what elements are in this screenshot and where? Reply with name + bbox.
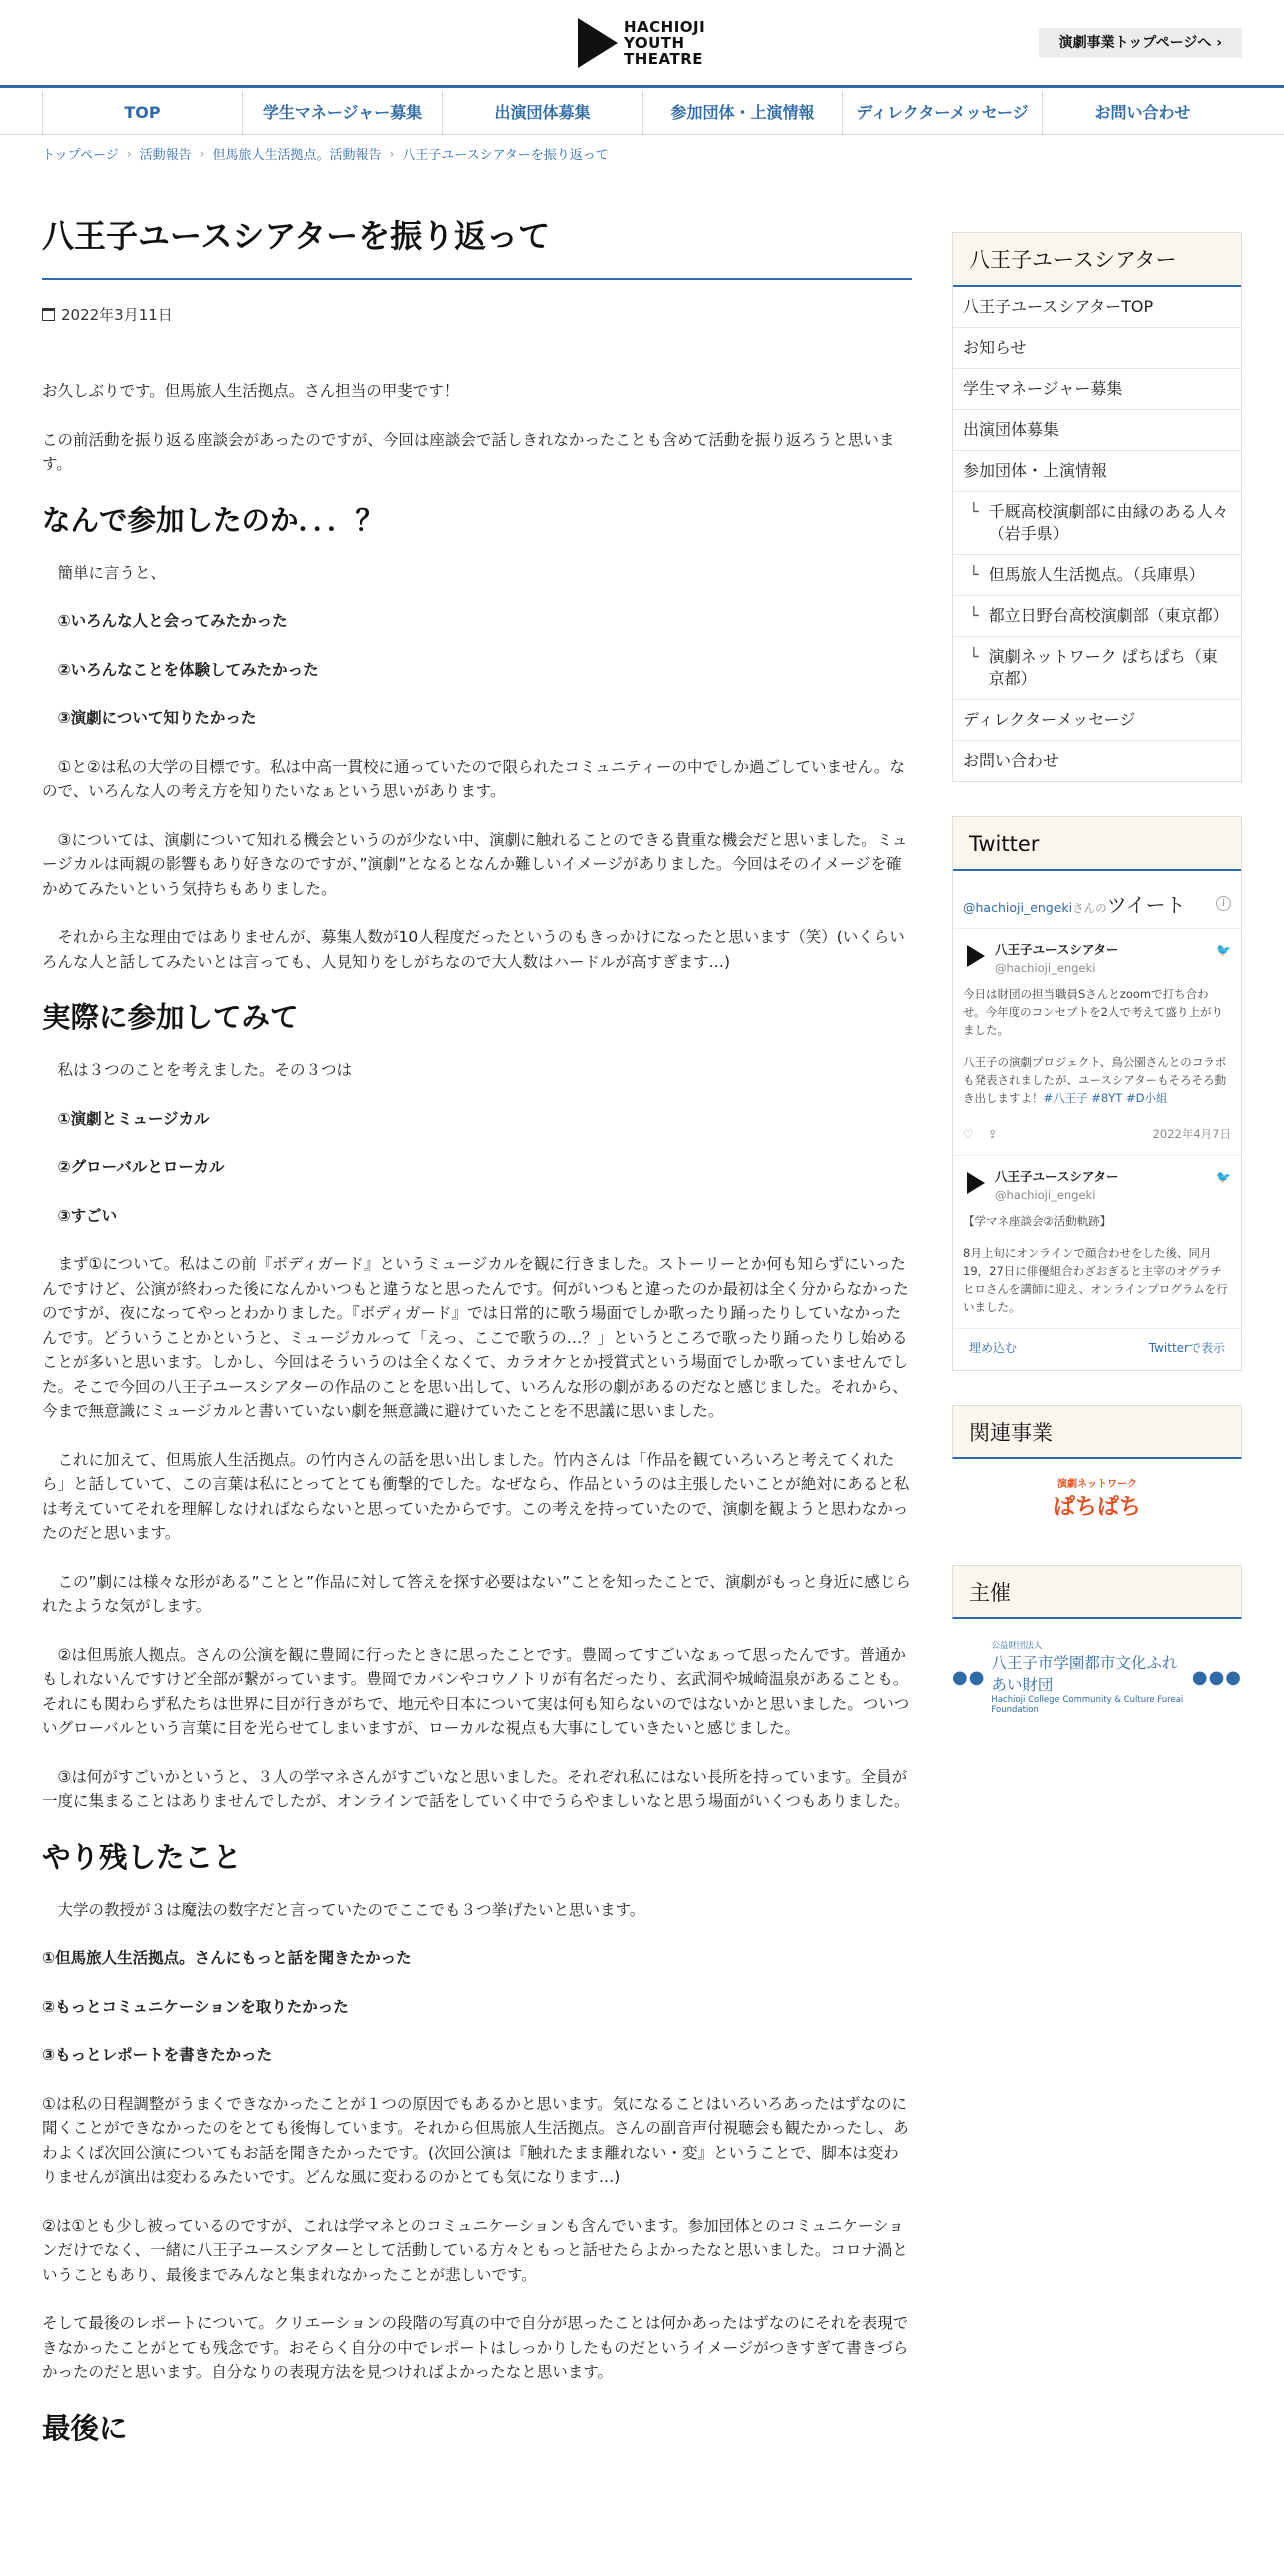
nav-top[interactable]: TOP xyxy=(42,91,243,134)
related-heading: 関連事業 xyxy=(952,1405,1242,1459)
heart-icon[interactable]: ♡ xyxy=(963,1127,974,1141)
sidebar-item-label: 但馬旅人生活拠点。（兵庫県） xyxy=(988,565,1205,584)
global-nav xyxy=(0,91,1284,135)
paragraph: ①は私の日程調整がうまくできなかったことが１つの原因でもあるかと思います。気になることはいろいろあったはずなのに聞くことができなかったのをとても後悔しています。それから但馬旅人生活拠点。さんの副音声付視聴会も観たかったし、あわよくば次回公演についてもお話を聞きたかったです。(次回公演は『触れたまま離れない・変』ということで、脚本は変わりませんが演出は変わるみたいです。どんな風に変わるのかとても気になります…) xyxy=(42,2094,909,2186)
sidebar-subitem[interactable] xyxy=(953,596,1241,637)
foundation-logo[interactable] xyxy=(952,1619,1242,1735)
tweet[interactable] xyxy=(953,1155,1241,1328)
dots-icon: ●●● xyxy=(1191,1666,1242,1688)
breadcrumb-group-reports[interactable]: 但馬旅人生活拠点。活動報告 xyxy=(212,148,382,163)
bold-point: ②いろんなことを体験してみたかった xyxy=(42,660,319,679)
bold-point: ①但馬旅人生活拠点。さんにもっと話を聞きたかった xyxy=(42,1949,412,1967)
bold-point: ③すごい xyxy=(42,1206,118,1225)
paragraph: 大学の教授が３は魔法の数字だと言っていたのでここでも３つ挙げたいと思います。 xyxy=(42,1900,646,1919)
tweet-author-name: 八王子ユースシアター xyxy=(995,942,1119,957)
play-triangle-icon xyxy=(578,18,618,68)
post-date-text: 2022年3月11日 xyxy=(61,306,173,324)
twitter-bird-icon: 🐦 xyxy=(1216,943,1231,957)
sidebar xyxy=(952,232,1242,1735)
breadcrumb-home[interactable]: トップページ xyxy=(42,148,119,163)
paragraph: この”劇には様々な形がある”ことと”作品に対して答えを探す必要はない”ことを知ったことで、演劇がもっと身近に感じられたような気がします。 xyxy=(42,1572,911,1615)
tweet-author xyxy=(963,1168,1231,1204)
tweet-author-handle: @hachioji_engeki xyxy=(995,1188,1096,1202)
sidebar-item-label: 出演団体募集 xyxy=(963,420,1060,439)
theatre-menu-list xyxy=(953,287,1241,781)
logo-line: HACHIOJI xyxy=(624,18,706,36)
sidebar-item[interactable] xyxy=(953,410,1241,451)
paragraph: この前活動を振り返る座談会があったのですが、今回は座談会で話しきれなかったことも含めて活動を振り返ろうと思います。 xyxy=(42,430,895,473)
tweets-label: ツイート xyxy=(1106,893,1186,917)
sidebar-item-label: ディレクターメッセージ xyxy=(963,710,1136,729)
paragraph: 簡単に言うと、 xyxy=(42,563,167,582)
theatre-menu-heading: 八王子ユースシアター xyxy=(953,233,1241,287)
sidebar-subitem[interactable] xyxy=(953,555,1241,596)
pachipachi-banner[interactable] xyxy=(952,1459,1242,1531)
site-logo[interactable] xyxy=(578,18,705,68)
twitter-bird-icon: 🐦 xyxy=(1216,1170,1231,1184)
tweet-text: 【学マネ座談会②活動軌跡】 xyxy=(963,1214,1112,1228)
section-heading: 実際に参加してみて xyxy=(42,1001,299,1034)
paragraph: これに加えて、但馬旅人生活拠点。の竹内さんの話を思い出しました。竹内さんは「作品を観ていろいろと考えてくれたら」と話していて、この言葉は私にとってとても衝撃的でした。なぜなら、作品というのは主張したいことが絶対にあると私は考えていてそれを理解しなければならないと思っていたからです。この考えを持っていたので、演劇を観ようと思わなかったのだと思います。 xyxy=(42,1450,910,1542)
twitter-title xyxy=(963,889,1186,918)
sidebar-subitem[interactable] xyxy=(953,637,1241,700)
post-date xyxy=(42,304,912,325)
sidebar-item[interactable] xyxy=(953,741,1241,781)
tweet[interactable] xyxy=(953,928,1241,1155)
paragraph: 私は３つのことを考えました。その３つは xyxy=(42,1061,353,1079)
twitter-widget-header xyxy=(953,871,1241,928)
sidebar-item-label: 参加団体・上演情報 xyxy=(963,461,1108,480)
nav-director-message[interactable]: ディレクターメッセージ xyxy=(843,91,1043,134)
tree-branch-icon: └ xyxy=(969,565,979,584)
paragraph: ③は何がすごいかというと、３人の学マネさんがすごいなと思いました。それぞれ私にはない長所を持っています。全員が一度に集まることはありませんでしたが、オンラインで話をしていく中でうらやましいなと思う場面がいくつもありました。 xyxy=(42,1767,910,1810)
bold-point: ②もっとコミュニケーションを取りたかった xyxy=(42,1997,349,2016)
tweet-text-2: 8月上旬にオンラインで顔合わせをした後、同月19，27日に俳優組合わざおぎると主宰のオグラチヒロさんを講師に迎え、オンラインプログラムを行いました。 xyxy=(963,1246,1228,1314)
calendar-icon xyxy=(42,308,55,321)
tree-branch-icon: └ xyxy=(969,502,979,521)
bold-point: ③もっとレポートを書きたかった xyxy=(42,2046,273,2064)
sidebar-item[interactable] xyxy=(953,700,1241,741)
sidebar-item-label: 八王子ユースシアターTOP xyxy=(963,297,1154,316)
tweet-author-handle: @hachioji_engeki xyxy=(995,961,1096,975)
paragraph: ②は但馬旅人拠点。さんの公演を観に豊岡に行ったときに思ったことです。豊岡ってすごいなぁって思ったんです。普通かもしれないんですけど全部が繋がっています。豊岡でカバンやコウノトリが有名だったり、玄武洞や城崎温泉があることも。それにも関わらず私たちは世界に目が行きがちで、地元や日本について実は何も知らないのではないかと思いました。ついついグローバルという言葉に目を光らせてしまいますが、ローカルな視点も大事にしていきたいと感じました。 xyxy=(42,1645,910,1737)
bold-point: ②グローバルとローカル xyxy=(42,1158,225,1176)
paragraph: まず①について。私はこの前『ボディガード』というミュージカルを観に行きました。ストーリーとか何も知らずにいったんですけど、公演が終わった後になんかいつもと違うなと思ったんです。何がいつもと違ったのか最初は全く分からなかったのですが、夜になってやっとわかりました。『ボディガード』では日常的に歌う場面でしか歌ったり踊ったりしていなかったんです。どういうことかというと、ミュージカルって「えっ、ここで歌うの…？」というところで歌ったり踊ったりし始めることが多いと思います。しかし、今回はそういうのは全くなくて、カラオケとか授賞式という場面でしか歌っていませんでした。そこで今回の八王子ユースシアターの作品のことを思い出して、いろんな形の劇があるのだなと感じました。それから、今まで無意識にミュージカルと書いていない劇を無意識に避けていたことを不思議に思いました。 xyxy=(42,1255,909,1420)
sidebar-item[interactable] xyxy=(953,328,1241,369)
section-heading: なんで参加したのか．．．？ xyxy=(42,503,385,537)
dots-icon: ●● xyxy=(952,1666,986,1688)
nav-student-manager[interactable]: 学生マネージャー募集 xyxy=(243,91,443,134)
nav-participants[interactable]: 参加団体・上演情報 xyxy=(643,91,843,134)
banner-top-text: 演劇ネットワーク xyxy=(1056,1479,1137,1490)
breadcrumb xyxy=(42,144,609,163)
nav-contact[interactable]: お問い合わせ xyxy=(1094,103,1191,122)
chevron-right-icon: › xyxy=(389,146,395,161)
twitter-handle-suffix: さんの xyxy=(1072,901,1107,915)
tweet-author-name: 八王子ユースシアター xyxy=(995,1169,1119,1184)
paragraph: お久しぶりです。但馬旅人生活拠点。さん担当の甲斐です！ xyxy=(42,382,460,400)
sidebar-item-label: 学生マネージャー募集 xyxy=(963,379,1123,398)
share-icon[interactable]: ⇪ xyxy=(987,1127,998,1141)
twitter-widget xyxy=(952,816,1242,1371)
paragraph: それから主な理由ではありませんが、募集人数が10人程度だったというのもきっかけになったと思います（笑）(いくらいろんな人と話してみたいとは言っても、人見知りをしがちなので大人数はハードルが高すぎます…) xyxy=(42,928,905,971)
section-heading: 最後に xyxy=(42,2411,128,2445)
nav-performer-recruit[interactable]: 出演団体募集 xyxy=(443,91,643,134)
sidebar-item[interactable] xyxy=(953,451,1241,492)
org-type: 公益財団法人 xyxy=(991,1641,1043,1651)
avatar xyxy=(967,1172,985,1194)
breadcrumb-current: 八王子ユースシアターを振り返って xyxy=(402,148,609,163)
org-english-name: Hachioji College Community & Culture Fureai Foundation xyxy=(991,1695,1184,1715)
paragraph: ①と②は私の大学の目標です。私は中高一貫校に通っていたので限られたコミュニティーの中でしか過ごしていません。なので、いろんな人の考え方を知りたいなぁという思いがあります。 xyxy=(42,757,905,800)
sidebar-item-label: 千厩高校演劇部に由縁のある人々（岩手県） xyxy=(988,502,1229,543)
tweet-hashtags[interactable]: #八王子 #8YT #D小組 xyxy=(1043,1091,1168,1105)
tree-branch-icon: └ xyxy=(969,647,979,666)
article xyxy=(42,214,912,2469)
paragraph: ②は①とも少し被っているのですが、これは学マネとのコミュニケーションも含んでいます。参加団体とのコミュニケーションだけでなく、一緒に八王子ユースシアターとして活動している方々ともっと話せたらよかったなと思いました。コロナ渦ということもあり、最後までみんなと集まれなかったことが悲しいです。 xyxy=(42,2216,908,2284)
tree-branch-icon: └ xyxy=(969,606,979,625)
logo-text xyxy=(624,19,705,67)
theatre-menu xyxy=(952,232,1242,782)
bold-point: ③演劇について知りたかった xyxy=(42,709,257,727)
embed-link[interactable]: 埋め込む xyxy=(969,1341,1018,1355)
twitter-footer xyxy=(953,1328,1241,1370)
section-heading: やり残したこと xyxy=(42,1840,242,1874)
site-header xyxy=(0,0,1284,88)
sidebar-item[interactable] xyxy=(953,369,1241,410)
tweet-date[interactable]: 2022年4月7日 xyxy=(1152,1127,1231,1141)
host-heading: 主催 xyxy=(952,1565,1242,1619)
paragraph: ③については、演劇について知れる機会というのが少ない中、演劇に触れることのできる貴重な機会だと思いました。ミュージカルは両親の影響もあり好きなのですが、”演劇”となるとなんか難しいイメージがありました。今回はそのイメージを確かめてみたいという気持ちもありました。 xyxy=(42,830,908,898)
tweet-icon-group xyxy=(963,1125,998,1143)
twitter-heading: Twitter xyxy=(953,817,1241,871)
paragraph: そして最後のレポートについて。クリエーションの段階の写真の中で自分が思ったことは何かあったはずなのにそれを表現できなかったことがとても残念です。おそらく自分の中でレポートはしっかりしたものだというイメージがつきすぎて書きづらかったのだと思います。自分なりの表現方法を見つければよかったなと思います。 xyxy=(42,2314,909,2381)
tweet-text-2: 八王子の演劇プロジェクト、鳥公園さんとのコラボも発表されましたが、ユースシアターもそろそろ動き出しますよ！ xyxy=(963,1055,1227,1105)
breadcrumb-reports[interactable]: 活動報告 xyxy=(139,148,192,163)
sidebar-item-label: 演劇ネットワーク ぱちぱち（東京都） xyxy=(988,647,1218,688)
logo-line: THEATRE xyxy=(624,50,704,68)
twitter-handle[interactable]: @hachioji_engeki xyxy=(963,900,1073,915)
org-name: 八王子市学園都市文化ふれあい財団 xyxy=(991,1654,1178,1694)
view-on-twitter-link[interactable]: Twitterで表示 xyxy=(1148,1341,1225,1355)
logo-line: YOUTH xyxy=(624,34,685,52)
sidebar-item[interactable] xyxy=(953,287,1241,328)
avatar xyxy=(967,945,985,967)
theatre-top-link[interactable]: 演劇事業トップページへ › xyxy=(1039,28,1242,58)
article-body xyxy=(42,379,912,2449)
sidebar-item-label: お知らせ xyxy=(963,338,1027,357)
tweet-text xyxy=(963,1053,1231,1107)
sidebar-item-label: お問い合わせ xyxy=(963,751,1060,770)
sidebar-subitem[interactable] xyxy=(953,492,1241,555)
info-icon[interactable]: i xyxy=(1216,896,1231,911)
host-section xyxy=(952,1565,1242,1735)
sidebar-item-label: 都立日野台高校演劇部（東京都） xyxy=(988,606,1229,625)
chevron-right-icon: › xyxy=(199,146,205,161)
banner-main-text: ぱちぱち xyxy=(1052,1494,1141,1520)
page-title: 八王子ユースシアターを振り返って xyxy=(42,214,912,280)
chevron-right-icon: › xyxy=(126,146,132,161)
bold-point: ①演劇とミュージカル xyxy=(42,1109,210,1128)
bold-point: ①いろんな人と会ってみたかった xyxy=(42,612,288,630)
tweet-actions xyxy=(963,1125,1231,1143)
related-section xyxy=(952,1405,1242,1531)
tweet-author xyxy=(963,941,1231,977)
tweet-text: 今日は財団の担当職員Sさんとzoomで打ち合わせ。今年度のコンセプトを2人で考えて盛り上がりました。 xyxy=(963,987,1223,1037)
